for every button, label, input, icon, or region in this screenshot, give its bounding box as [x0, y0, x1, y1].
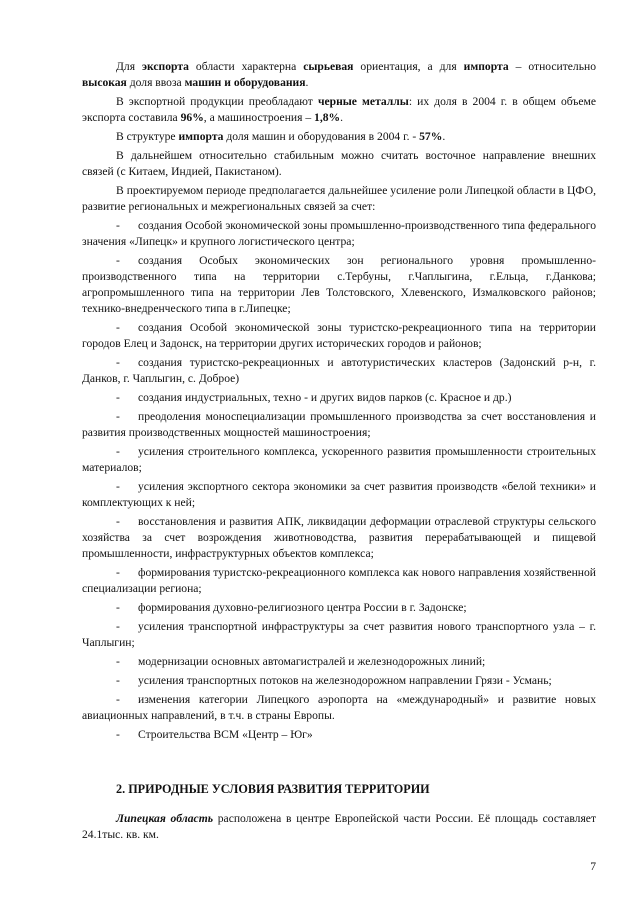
text: : их доля в 2004 г. в общем объеме экспорта составила — [82, 95, 596, 124]
list-item-text: создания Особой экономической зоны промышленно-производственного типа федерального значения «Липецк» и крупного логистического центра; — [82, 219, 596, 248]
list-item-text: восстановления и развития АПК, ликвидации деформации отраслевой структуры сельского хозяйства за счет возрождения животноводства, развития перерабатывающей и пищевой промышленности, инфраструктурных объектов комплекса; — [82, 515, 596, 560]
dash-marker: - — [116, 254, 120, 267]
list-item-text: создания индустриальных, техно - и других видов парков (с. Красное и др.) — [138, 391, 512, 404]
list-item-text: Строительства ВСМ «Центр – Юг» — [138, 728, 313, 741]
list-item — [82, 320, 596, 352]
dash-marker: - — [116, 391, 120, 404]
list-item-text: модернизации основных автомагистралей и железнодорожных линий; — [138, 655, 486, 668]
text: области характерна — [188, 60, 304, 73]
text: . — [340, 111, 344, 124]
paragraph-import-structure — [82, 129, 596, 145]
section-heading: 2. ПРИРОДНЫЕ УСЛОВИЯ РАЗВИТИЯ ТЕРРИТОРИИ — [116, 782, 430, 796]
list-item-text: изменения категории Липецкого аэропорта на «международный» и развитие новых авиационных направлений, в т.ч. в страны Европы. — [82, 693, 596, 722]
text: расположена в центре Европейской части России. Её площадь составляет 24.1тыс. кв. км. — [82, 812, 597, 841]
bold-text: экспорта — [142, 60, 189, 73]
paragraph-export-structure — [82, 59, 596, 91]
dash-marker: - — [116, 601, 120, 614]
dash-marker: - — [116, 515, 120, 528]
text: . — [442, 130, 446, 143]
dash-marker: - — [116, 655, 120, 668]
list-item-text: создания Особой экономической зоны туристско-рекреационного типа на территории городов Елец и Задонск, на территории других исторических городов и районов; — [82, 321, 596, 350]
bold-text: импорта — [178, 130, 224, 143]
list-item-text: формирования туристско-рекреационного комплекса как нового направления хозяйственной специализации региона; — [82, 566, 596, 595]
list-item — [82, 727, 596, 743]
list-item — [82, 673, 596, 689]
paragraph-lipetsk-region — [82, 811, 596, 843]
list-item — [82, 619, 596, 651]
list-item — [82, 409, 596, 441]
bold-italic-text: Липецкая область — [116, 812, 214, 825]
text: В структуре — [116, 130, 179, 143]
list-item — [82, 692, 596, 724]
text: доля машин и оборудования в 2004 г. - — [223, 130, 420, 143]
list-item-text: формирования духовно-религиозного центра России в г. Задонске; — [138, 601, 467, 614]
list-item — [82, 390, 596, 406]
paragraph-forecast: В проектируемом периоде предполагается дальнейшее усиление роли Липецкой области в ЦФО, развитие региональных и межрегиональных связей за счет: — [82, 184, 596, 213]
bold-text: 96% — [180, 111, 204, 124]
list-item — [82, 600, 596, 616]
dash-marker: - — [116, 728, 120, 741]
bullet-list — [82, 218, 596, 743]
list-item — [82, 514, 596, 562]
list-item-text: усиления транспортных потоков на железнодорожном направлении Грязи - Усмань; — [138, 674, 552, 687]
dash-marker: - — [116, 321, 120, 334]
dash-marker: - — [116, 445, 120, 458]
list-item-text: усиления строительного комплекса, ускоренного развития промышленности строительных материалов; — [82, 445, 596, 474]
paragraph-export-products — [82, 94, 596, 126]
list-item — [82, 565, 596, 597]
bold-text: 57% — [419, 130, 443, 143]
text: доля ввоза — [126, 76, 185, 89]
text: . — [305, 76, 309, 89]
text: , а машиностроения – — [203, 111, 315, 124]
bold-text: сырьевая — [303, 60, 354, 73]
list-item — [82, 218, 596, 250]
list-item-text: преодоления моноспециализации промышленного производства за счет восстановления и развития производственных мощностей машиностроения; — [82, 410, 596, 439]
dash-marker: - — [116, 674, 120, 687]
text: – относительно — [508, 60, 596, 73]
text: Для — [116, 60, 142, 73]
dash-marker: - — [116, 410, 120, 423]
list-item-text: создания туристско-рекреационных и автотуристических кластеров (Задонский р-н, г. Данков, г. Чаплыгин, с. Доброе) — [82, 356, 596, 385]
paragraph-eastern-links: В дальнейшем относительно стабильным можно считать восточное направление внешних связей (с Китаем, Индией, Пакистаном). — [82, 149, 596, 178]
list-item — [82, 355, 596, 387]
page-number: 7 — [590, 860, 596, 873]
list-item — [82, 253, 596, 317]
list-item — [82, 479, 596, 511]
list-item — [82, 444, 596, 476]
bold-text: высокая — [82, 76, 127, 89]
page-content — [82, 59, 596, 846]
dash-marker: - — [116, 219, 120, 232]
list-item-text: создания Особых экономических зон регионального уровня промышленно-производственного типа на территории с.Тербуны, г.Чаплыгина, г.Ельца, г.Данкова; агропромышленного типа на территории Лев Толстовского, Хлевенского, Измалковского районов; технико-внедренческого типа в г.Липецке; — [82, 254, 596, 315]
bold-text: импорта — [463, 60, 509, 73]
dash-marker: - — [116, 566, 120, 579]
dash-marker: - — [116, 480, 120, 493]
bold-text: 1,8% — [314, 111, 341, 124]
dash-marker: - — [116, 620, 120, 633]
dash-marker: - — [116, 356, 120, 369]
list-item-text: усиления экспортного сектора экономики за счет развития производств «белой техники» и комплектующих к ней; — [82, 480, 596, 509]
bold-text: машин и оборудования — [184, 76, 306, 89]
bold-text: черные металлы — [317, 95, 409, 108]
dash-marker: - — [116, 693, 120, 706]
text: В экспортной продукции преобладают — [116, 95, 318, 108]
list-item — [82, 654, 596, 670]
list-item-text: усиления транспортной инфраструктуры за счет развития нового транспортного узла – г. Чаплыгин; — [82, 620, 596, 649]
text: ориентация, а для — [353, 60, 464, 73]
